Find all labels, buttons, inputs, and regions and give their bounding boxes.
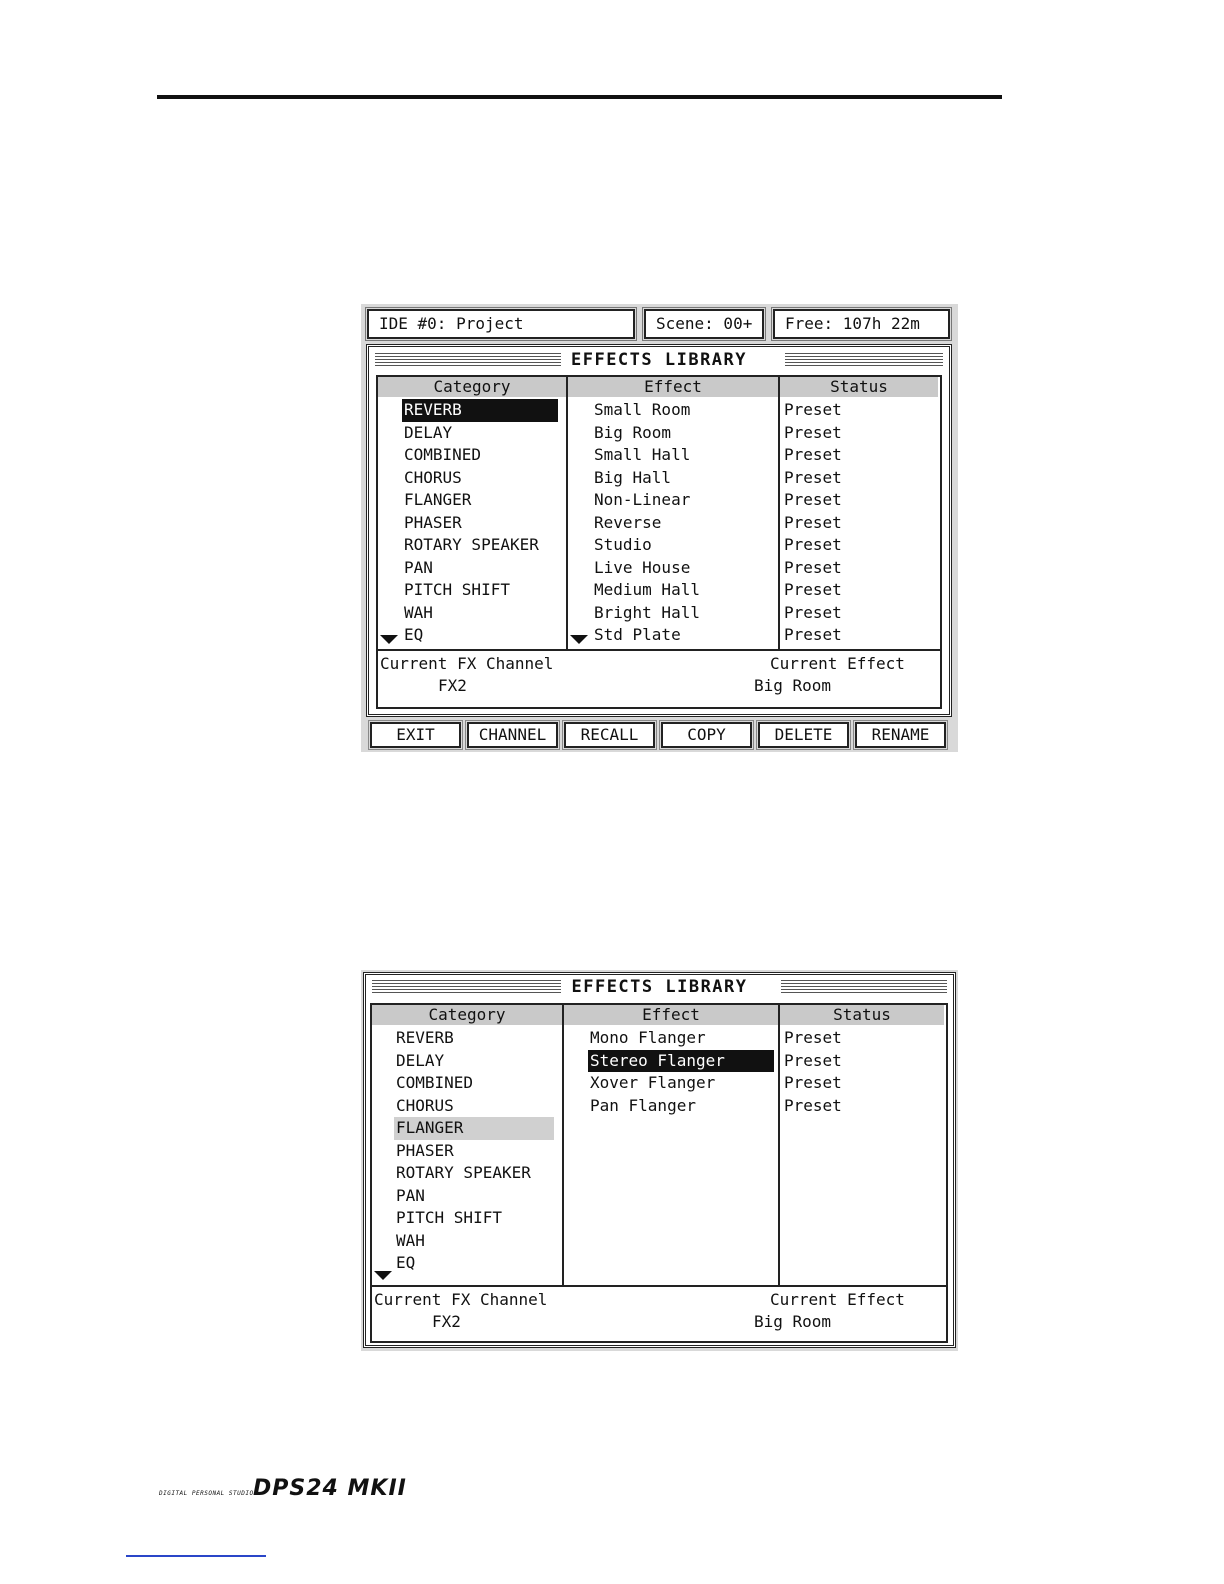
effect-item[interactable]: Big Room xyxy=(594,422,672,442)
effect-item[interactable]: Small Room xyxy=(594,400,691,419)
effect-list[interactable] xyxy=(592,399,772,647)
status-item: Preset xyxy=(784,602,842,622)
category-item[interactable]: EQ xyxy=(404,625,424,644)
category-item[interactable]: REVERB xyxy=(402,399,558,422)
exit-button[interactable]: EXIT xyxy=(370,722,461,748)
status-item: Preset xyxy=(784,580,842,599)
drive-project-text: IDE #0: Project xyxy=(379,314,524,333)
category-item[interactable]: CHORUS xyxy=(396,1095,454,1115)
scroll-down-arrow-icon[interactable] xyxy=(380,635,398,644)
effect-item[interactable]: Stereo Flanger xyxy=(588,1050,774,1073)
category-list[interactable] xyxy=(394,1027,554,1275)
column-header-status: Status xyxy=(780,1005,944,1025)
category-item[interactable]: PITCH SHIFT xyxy=(396,1208,502,1227)
status-item: Preset xyxy=(784,467,842,487)
status-item: Preset xyxy=(784,625,842,644)
effect-item[interactable]: Pan Flanger xyxy=(590,1095,696,1115)
soft-key-row xyxy=(370,722,954,748)
category-item[interactable]: REVERB xyxy=(396,1028,454,1047)
library-table xyxy=(376,375,942,709)
category-item[interactable]: PITCH SHIFT xyxy=(404,580,510,599)
current-effect-value: Big Room xyxy=(754,676,832,695)
effect-item[interactable]: Bright Hall xyxy=(594,602,700,622)
category-item[interactable]: DELAY xyxy=(396,1050,445,1070)
status-item: Preset xyxy=(784,512,842,532)
category-item[interactable]: PHASER xyxy=(404,512,462,532)
current-fx-channel-value: FX2 xyxy=(438,676,467,695)
scroll-down-arrow-icon[interactable] xyxy=(374,1271,392,1280)
category-item[interactable]: FLANGER xyxy=(394,1117,554,1140)
page-top-rule xyxy=(157,95,1002,99)
status-item: Preset xyxy=(784,422,842,442)
category-item[interactable]: ROTARY SPEAKER xyxy=(396,1163,531,1182)
footer-tagline: DIGITAL PERSONAL STUDIO xyxy=(159,1490,254,1497)
status-list xyxy=(782,399,932,647)
status-item: Preset xyxy=(784,535,842,554)
rename-button[interactable]: RENAME xyxy=(855,722,946,748)
footer-link-underline xyxy=(126,1555,266,1557)
effect-item[interactable]: Mono Flanger xyxy=(590,1028,706,1047)
effect-item[interactable]: Big Hall xyxy=(594,467,672,487)
current-effect-label: Current Effect xyxy=(770,1290,905,1309)
library-table xyxy=(370,1003,948,1343)
current-fx-channel-value: FX2 xyxy=(432,1312,461,1331)
category-item[interactable]: WAH xyxy=(396,1230,425,1250)
current-fx-channel-label: Current FX Channel xyxy=(380,654,554,673)
category-item[interactable]: EQ xyxy=(396,1253,416,1272)
effects-library-screen-main xyxy=(361,304,958,752)
current-fx-channel-label: Current FX Channel xyxy=(374,1290,548,1309)
category-item[interactable]: ROTARY SPEAKER xyxy=(404,535,539,554)
product-logo: DPS24 MKII xyxy=(253,1476,407,1501)
free-time-display xyxy=(773,309,950,339)
category-item[interactable]: COMBINED xyxy=(396,1073,474,1092)
column-header-category: Category xyxy=(372,1005,562,1025)
column-header-status: Status xyxy=(780,377,938,397)
status-list xyxy=(782,1027,938,1117)
current-effect-value: Big Room xyxy=(754,1312,832,1331)
channel-button[interactable]: CHANNEL xyxy=(467,722,558,748)
status-item: Preset xyxy=(784,557,842,577)
scene-display xyxy=(644,309,764,339)
category-item[interactable]: CHORUS xyxy=(404,467,462,487)
effect-item[interactable]: Small Hall xyxy=(594,445,691,464)
status-item: Preset xyxy=(784,400,842,419)
status-item: Preset xyxy=(784,1073,842,1092)
column-header-effect: Effect xyxy=(564,1005,778,1025)
effects-library-panel xyxy=(363,972,956,1348)
library-title-bar xyxy=(369,349,949,371)
effect-item[interactable]: Medium Hall xyxy=(594,580,700,599)
status-item: Preset xyxy=(784,1095,842,1115)
effect-item[interactable]: Xover Flanger xyxy=(590,1073,716,1092)
column-header-effect: Effect xyxy=(568,377,778,397)
status-item: Preset xyxy=(784,445,842,464)
status-item: Preset xyxy=(784,1028,842,1047)
effect-list[interactable] xyxy=(588,1027,774,1117)
column-header-category: Category xyxy=(378,377,566,397)
category-item[interactable]: DELAY xyxy=(404,422,453,442)
free-time-text: Free: 107h 22m xyxy=(785,314,920,333)
effect-item[interactable]: Live House xyxy=(594,557,691,577)
status-item: Preset xyxy=(784,490,842,509)
delete-button[interactable]: DELETE xyxy=(758,722,849,748)
category-list[interactable] xyxy=(402,399,558,647)
effect-item[interactable]: Std Plate xyxy=(594,625,681,644)
category-item[interactable]: FLANGER xyxy=(404,490,472,509)
library-title-bar xyxy=(366,976,953,998)
category-item[interactable]: PHASER xyxy=(396,1140,454,1160)
category-item[interactable]: WAH xyxy=(404,602,433,622)
category-item[interactable]: PAN xyxy=(396,1185,425,1205)
effects-library-panel xyxy=(366,344,952,717)
library-title: EFFECTS LIBRARY xyxy=(561,350,757,370)
library-title: EFFECTS LIBRARY xyxy=(561,977,757,997)
status-item: Preset xyxy=(784,1050,842,1070)
scroll-down-arrow-icon[interactable] xyxy=(570,635,588,644)
effect-item[interactable]: Non-Linear xyxy=(594,490,691,509)
category-item[interactable]: COMBINED xyxy=(404,445,482,464)
effects-library-screen-flanger xyxy=(361,970,958,1351)
drive-project-display xyxy=(367,309,635,339)
category-item[interactable]: PAN xyxy=(404,557,433,577)
scene-text: Scene: 00+ xyxy=(656,314,753,333)
current-effect-label: Current Effect xyxy=(770,654,905,673)
copy-button[interactable]: COPY xyxy=(661,722,752,748)
effect-item[interactable]: Reverse xyxy=(594,512,662,532)
recall-button[interactable]: RECALL xyxy=(564,722,655,748)
effect-item[interactable]: Studio xyxy=(594,535,652,554)
